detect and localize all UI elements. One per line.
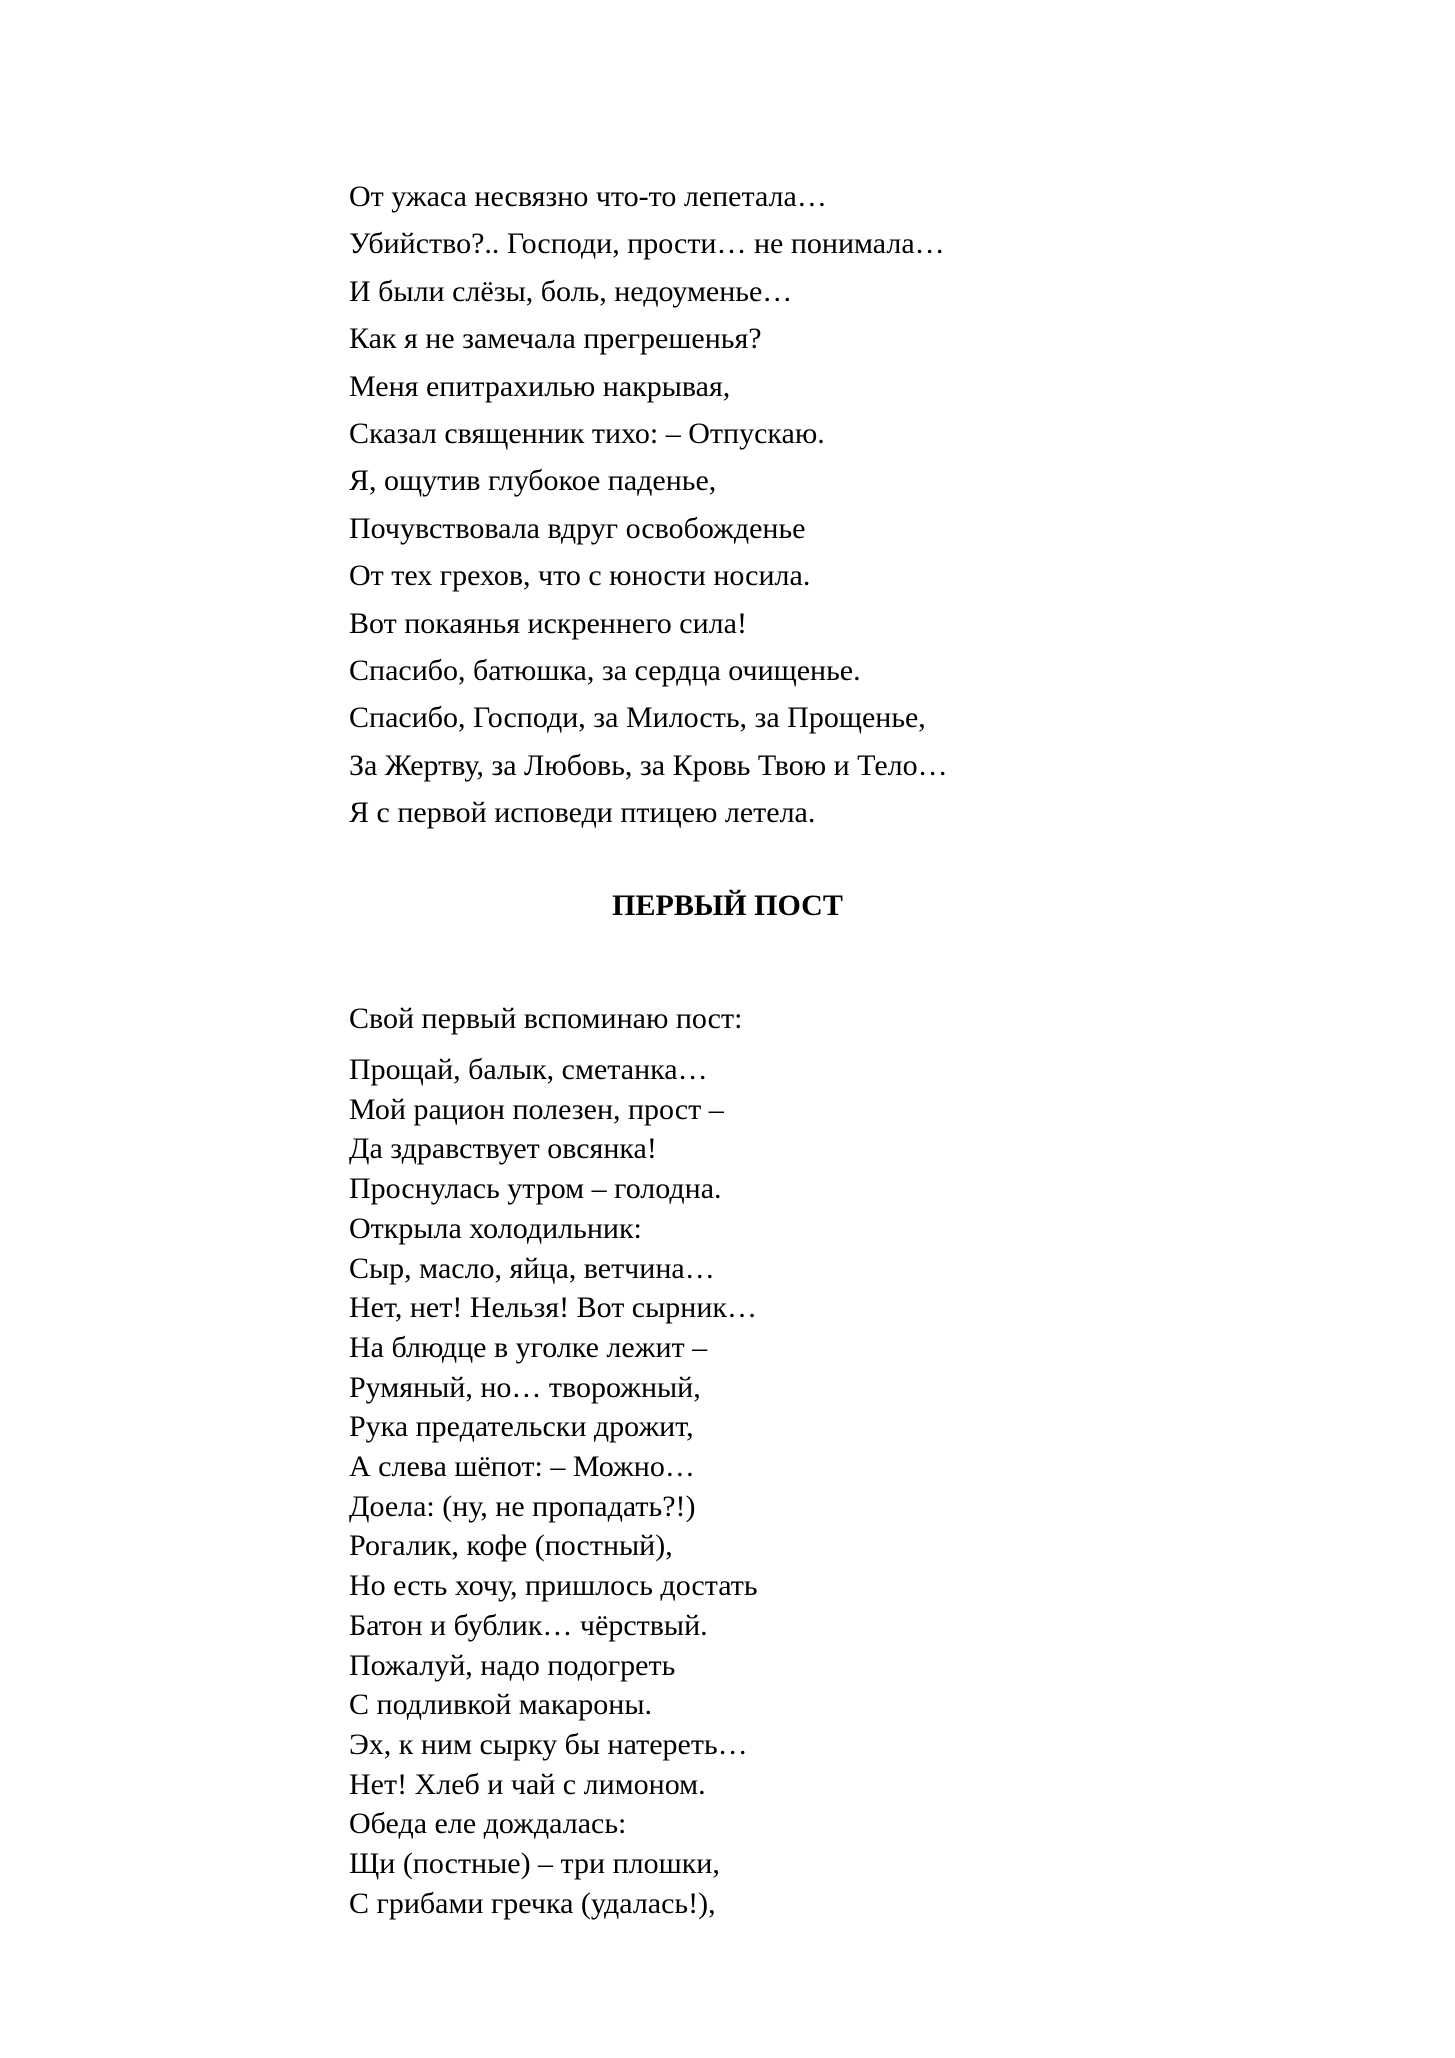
poem-line: Прощай, балык, сметанка… (349, 1053, 708, 1086)
poem-line: Мой рацион полезен, прост – (349, 1092, 724, 1126)
poem-line: С подливкой макароны. (349, 1688, 653, 1722)
poem-line: Почувствовала вдруг освобожденье (349, 511, 806, 545)
poem-line: Нет, нет! Нельзя! Вот сырник… (349, 1291, 757, 1325)
poem-line: Но есть хочу, пришлось достать (349, 1569, 758, 1603)
poem-line: А слева шёпот: – Можно… (349, 1450, 695, 1484)
poem-line: Проснулась утром – голодна. (349, 1172, 722, 1206)
poem-line: Убийство?.. Господи, прости… не понимала… (349, 227, 945, 261)
section-title: ПЕРВЫЙ ПОСТ (612, 889, 843, 922)
poem-line: На блюдце в уголке лежит – (349, 1330, 708, 1364)
poem-line: Я, ощутив глубокое паденье, (349, 464, 717, 498)
poem-line: Открыла холодильник: (349, 1211, 642, 1245)
poem-line: Меня епитрахилью накрывая, (349, 369, 731, 403)
poem-line: Обеда еле дождалась: (349, 1807, 627, 1841)
poem-line: Вот покаянья искреннего сила! (349, 606, 747, 640)
poem-line: От ужаса несвязно что-то лепетала… (349, 180, 827, 213)
poem-line: Батон и бублик… чёрствый. (349, 1608, 708, 1642)
poem-line: Спасибо, батюшка, за сердца очищенье. (349, 654, 861, 688)
poem-line: Спасибо, Господи, за Милость, за Прощенье, (349, 701, 926, 735)
poem-line: От тех грехов, что с юности носила. (349, 559, 811, 593)
poem-stanza-first-fast (349, 1050, 1249, 1923)
poem-line: Да здравствует овсянка! (349, 1132, 657, 1166)
poem-stanza-confession (349, 173, 1249, 837)
poem-line: Доела: (ну, не пропадать?!) (349, 1489, 696, 1523)
poem-line: Сказал священник тихо: – Отпускаю. (349, 417, 825, 451)
poem-line: С грибами гречка (удалась!), (349, 1886, 716, 1920)
poem-line: И были слёзы, боль, недоуменье… (349, 274, 793, 308)
poem-line: Как я не замечала прегрешенья? (349, 322, 762, 356)
poem-intro-line: Свой первый вспоминаю пост: (349, 1002, 743, 1035)
poem-line: Я с первой исповеди птицею летела. (349, 796, 816, 830)
poem-line: Щи (постные) – три плошки, (349, 1847, 720, 1881)
poem-line: Рогалик, кофе (постный), (349, 1529, 673, 1563)
poem-line: Эх, к ним сырку бы натереть… (349, 1727, 748, 1761)
poem-line: За Жертву, за Любовь, за Кровь Твою и Тело… (349, 748, 948, 782)
poem-line: Сыр, масло, яйца, ветчина… (349, 1251, 715, 1285)
poem-line: Нет! Хлеб и чай с лимоном. (349, 1767, 706, 1801)
poem-line: Пожалуй, надо подогреть (349, 1648, 676, 1682)
poem-line: Рука предательски дрожит, (349, 1410, 694, 1444)
poem-line: Румяный, но… творожный, (349, 1370, 701, 1404)
